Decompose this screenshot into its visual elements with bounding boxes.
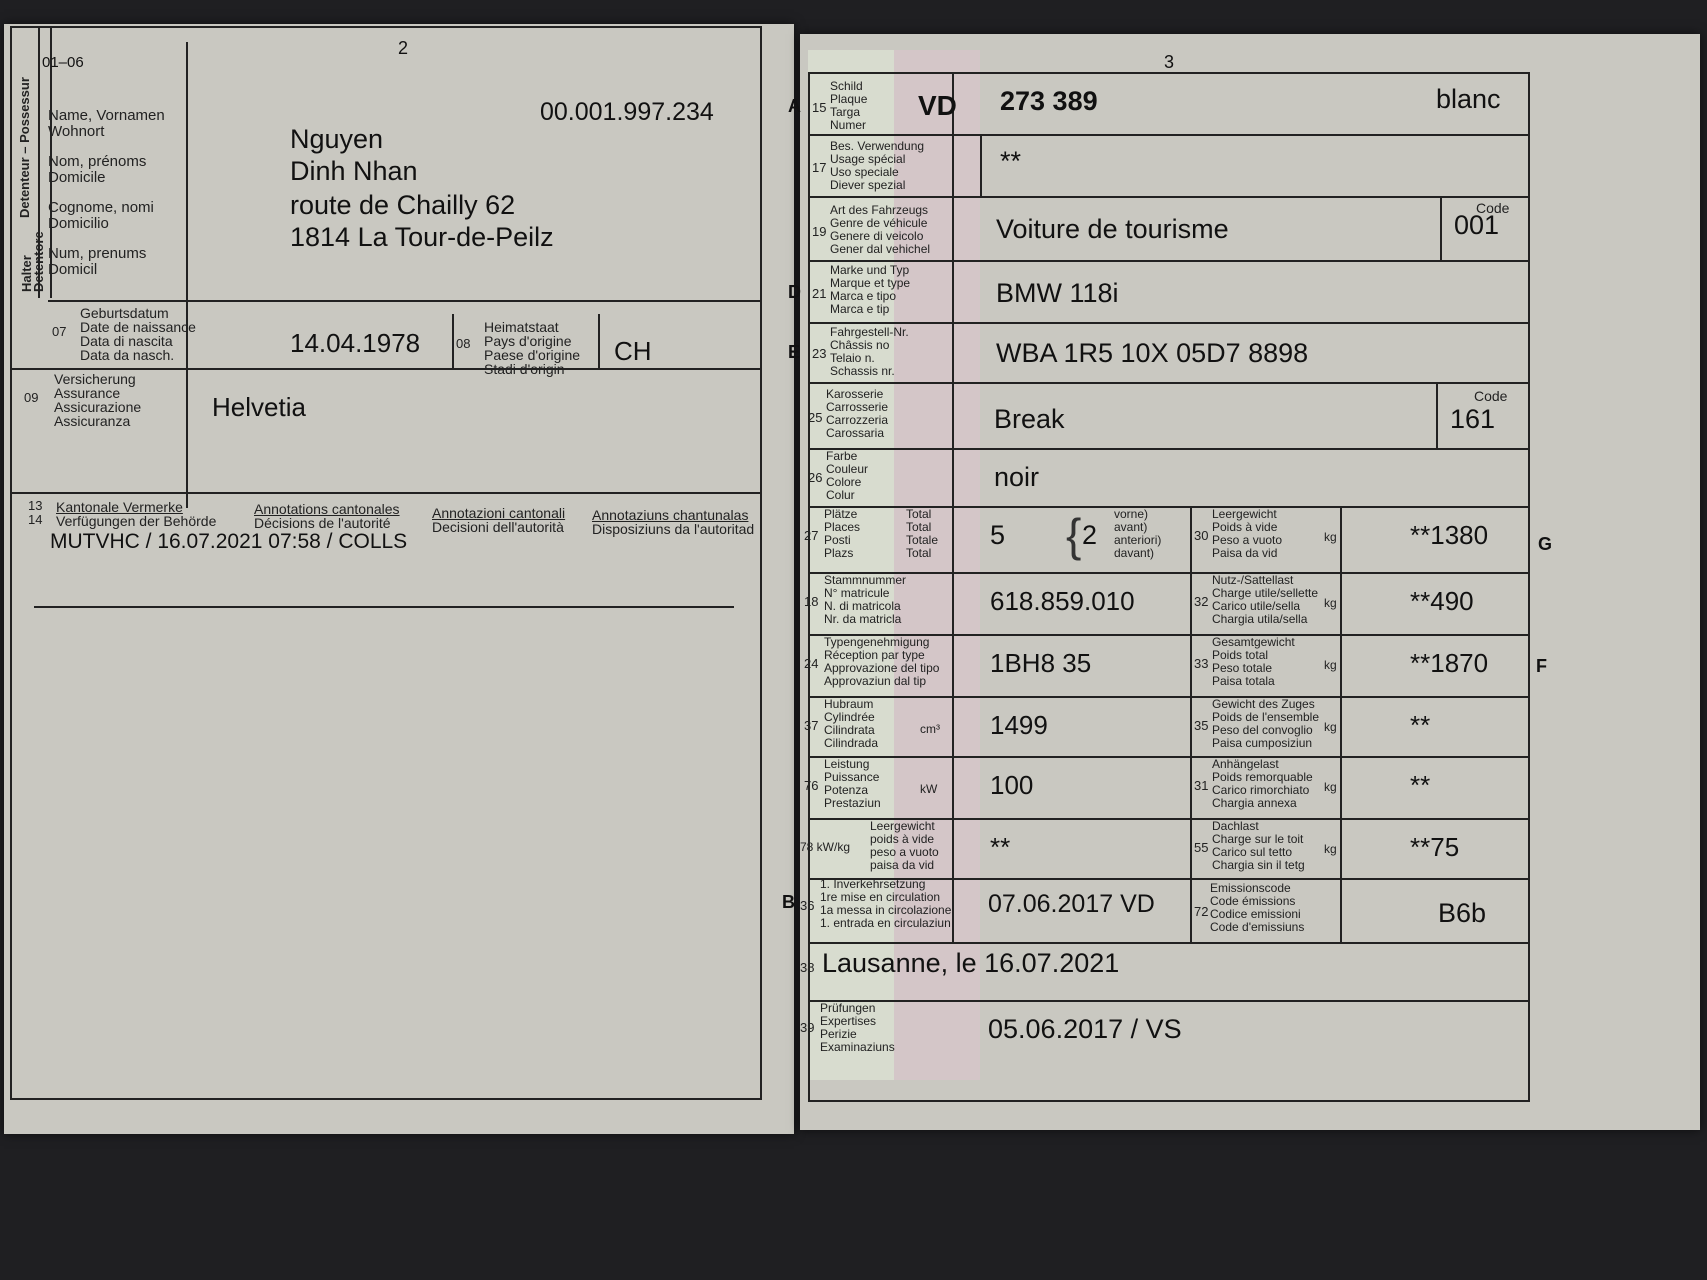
f33-num: 33: [1194, 656, 1209, 671]
side-b: B: [782, 892, 795, 912]
f23-label: Fahrgestell-Nr. Châssis no Telaio n. Schassis nr.: [830, 325, 909, 378]
field08-num: 08: [456, 336, 471, 351]
side-f: F: [1536, 656, 1547, 676]
make-model: BMW 118i: [996, 278, 1119, 308]
first-registration: 07.06.2017 VD: [988, 890, 1155, 918]
seats-front: 2: [1082, 520, 1098, 550]
row-divider-9: [808, 696, 1530, 698]
f31-label: Anhängelast Poids remorquable Carico rimorchiato Chargia annexa: [1212, 757, 1313, 810]
f15-num: 15: [812, 100, 827, 115]
field13-num: 13: [28, 498, 43, 513]
f76-num: 76: [804, 778, 819, 793]
f37-unit: cm³: [920, 722, 940, 736]
f55-num: 55: [1194, 840, 1209, 855]
f32-num: 32: [1194, 594, 1209, 609]
f25-num: 25: [808, 410, 823, 425]
f76-unit: kW: [920, 782, 938, 796]
holder-street: route de Chailly 62: [290, 190, 516, 220]
holder-city: 1814 La Tour-de-Peilz: [290, 222, 554, 252]
f30-value: **1380: [1410, 520, 1489, 550]
f24-value: 1BH8 35: [990, 648, 1092, 678]
origin-country: CH: [614, 336, 652, 366]
field07-num: 07: [52, 324, 67, 339]
f35-label: Gewicht des Zuges Poids de l'ensemble Peso del convoglio Paisa cumposiziun: [1212, 697, 1320, 750]
f72-label: Emissionscode Code émissions Codice emissioni Code d'emissiuns: [1210, 881, 1305, 934]
field09-label: Versicherung Assurance Assicurazione Assicuranza: [54, 371, 142, 429]
f78-num: 78 kW/kg: [800, 840, 851, 854]
plate-number: 273 389: [1000, 86, 1098, 116]
holder-number: 00.001.997.234: [540, 98, 714, 126]
row-divider-2: [808, 260, 1530, 262]
f39-num: 39: [800, 1020, 815, 1035]
f21-num: 21: [812, 286, 827, 301]
f21-label: Marke und Typ Marque et type Marca e tipo Marca e tip: [830, 263, 911, 316]
field07-label: Geburtsdatum Date de naissance Data di nascita Data da nasch.: [80, 305, 196, 363]
side-a: A: [788, 96, 801, 116]
plate-color: blanc: [1436, 84, 1501, 114]
f37-value: 1499: [990, 710, 1048, 740]
f26-label: Farbe Couleur Colore Colur: [826, 449, 869, 502]
page-number-left: 2: [398, 38, 409, 58]
annotation-label-rm: Annotaziuns chantunalas Disposiziuns da l'autoritad: [592, 507, 755, 537]
holder-label: Name, Vornamen Wohnort Nom, prénoms Domicile Cognome, nomi Domicilio Num, prenums Domicil: [48, 107, 165, 278]
bracket-icon: {: [1066, 509, 1082, 561]
f55-label: Dachlast Charge sur le toit Carico sul tetto Chargia sin il tetg: [1212, 819, 1305, 872]
f19-label: Art des Fahrzeugs Genre de véhicule Genere di veicolo Gener dal vehichel: [830, 203, 931, 256]
side-g: G: [1538, 534, 1553, 554]
field09-num: 09: [24, 390, 39, 405]
f30-unit: kg: [1324, 530, 1337, 544]
row-divider-7: [808, 572, 1530, 574]
inspection: 05.06.2017 / VS: [988, 1014, 1182, 1044]
f25-label: Karosserie Carrosserie Carrozzeria Carossaria: [826, 387, 889, 440]
annotation-label-de: Kantonale Vermerke Verfügungen der Behörde: [56, 499, 217, 529]
f37-num: 37: [804, 718, 819, 733]
f25-code-divider: [1436, 382, 1438, 448]
f27-front-label: vorne) avant) anteriori) davant): [1114, 507, 1162, 560]
field14-num: 14: [28, 512, 43, 527]
form-code: 01–06: [42, 54, 84, 71]
row-divider-4: [808, 382, 1530, 384]
f32-label: Nutz-/Sattellast Charge utile/sellette Carico utile/sella Chargia utila/sella: [1212, 573, 1319, 626]
f72-num: 72: [1194, 904, 1209, 919]
f17-value: **: [1000, 146, 1022, 176]
f33-unit: kg: [1324, 658, 1337, 672]
side-e: E: [788, 342, 801, 362]
f30-num: 30: [1194, 528, 1209, 543]
field08-label: Heimatstaat Pays d'origine Paese d'origine Stadi d'origin: [484, 319, 581, 377]
holder-side-label: Detenteur – Possessur: [17, 77, 32, 218]
f31-num: 31: [1194, 778, 1209, 793]
f55-value: **75: [1410, 832, 1460, 862]
insurance: Helvetia: [212, 392, 306, 422]
label-column-divider: [952, 72, 954, 942]
row-divider-10: [808, 756, 1530, 758]
f30-label: Leergewicht Poids à vide Peso a vuoto Paisa da vid: [1212, 507, 1283, 560]
row-divider-5: [808, 448, 1530, 450]
f19-num: 19: [812, 224, 827, 239]
f18-value: 618.859.010: [990, 586, 1135, 616]
f27-label: Plätze Places Posti Plazs: [824, 507, 861, 560]
f39-label: Prüfungen Expertises Perizie Examinaziuns: [820, 1001, 895, 1054]
f32-value: **490: [1410, 586, 1474, 616]
right-label-divider: [1340, 506, 1342, 942]
f17-divider: [980, 134, 982, 196]
f18-num: 18: [804, 594, 819, 609]
halter-side-label: Halter: [19, 255, 34, 292]
right-page: [782, 34, 1700, 1130]
f26-num: 26: [808, 470, 823, 485]
f76-value: 100: [990, 770, 1034, 800]
row-divider-1: [808, 196, 1530, 198]
f31-unit: kg: [1324, 780, 1337, 794]
seats-total: 5: [990, 520, 1006, 550]
f38-num: 38: [800, 960, 815, 975]
holder-name-2: Dinh Nhan: [290, 156, 418, 186]
annotation-label-fr: Annotations cantonales Décisions de l'autorité: [254, 501, 400, 531]
annotation-value: MUTVHC / 16.07.2021 07:58 / COLLS: [50, 530, 408, 553]
plate-canton: VD: [918, 90, 957, 121]
f37-label: Hubraum Cylindrée Cilindrata Cilindrada: [824, 697, 879, 750]
f76-label: Leistung Puissance Potenza Prestaziun: [824, 757, 881, 810]
chassis-number: WBA 1R5 10X 05D7 8898: [996, 338, 1309, 368]
f35-unit: kg: [1324, 720, 1337, 734]
f25-code-label: Code: [1474, 388, 1508, 404]
f24-num: 24: [804, 656, 819, 671]
row-divider-0: [808, 134, 1530, 136]
birth-date: 14.04.1978: [290, 328, 421, 358]
f32-unit: kg: [1324, 596, 1337, 610]
side-d: D: [788, 282, 801, 302]
row-divider-3: [808, 322, 1530, 324]
place-date: Lausanne, le 16.07.2021: [822, 948, 1120, 978]
f27-num: 27: [804, 528, 819, 543]
color: noir: [994, 462, 1040, 492]
f35-value: **: [1410, 710, 1431, 740]
f78-label: Leergewicht poids à vide peso a vuoto paisa da vid: [870, 819, 939, 872]
f36-label: 1. Inverkehrsetzung 1re mise en circulation 1a messa in circolazione 1. entrada en circulaziun: [820, 877, 952, 930]
f36-num: 36: [800, 898, 815, 913]
row-divider-13: [808, 942, 1530, 944]
holder-name-1: Nguyen: [290, 124, 384, 154]
f17-label: Bes. Verwendung Usage spécial Uso speciale Diever spezial: [830, 139, 925, 192]
f27-total-label: Total Total Totale Total: [906, 507, 939, 560]
left-page: [4, 24, 794, 1134]
detenteur-side-label: Detentore: [31, 231, 46, 292]
f24-label: Typengenehmigung Réception par type Approvazione del tipo Approvaziun dal tip: [824, 635, 940, 688]
vehicle-type: Voiture de tourisme: [996, 214, 1229, 244]
page-number-right: 3: [1164, 52, 1175, 72]
mid-divider: [1190, 506, 1192, 942]
f19-code-divider: [1440, 196, 1442, 260]
f55-unit: kg: [1324, 842, 1337, 856]
f25-code: 161: [1450, 404, 1496, 434]
f17-num: 17: [812, 160, 827, 175]
f33-label: Gesamtgewicht Poids total Peso totale Paisa totala: [1212, 635, 1295, 688]
f15-label: Schild Plaque Targa Numer: [830, 79, 868, 132]
f35-num: 35: [1194, 718, 1209, 733]
body-type: Break: [994, 404, 1065, 434]
row-divider-14: [808, 1000, 1530, 1002]
f23-num: 23: [812, 346, 827, 361]
annotation-label-it: Annotazioni cantonali Decisioni dell'autorità: [432, 505, 566, 535]
f78-value: **: [990, 832, 1011, 862]
f19-code-label: Code: [1476, 200, 1510, 216]
f18-label: Stammnummer N° matricule N. di matricola Nr. da matricla: [824, 573, 907, 626]
f19-code: 001: [1454, 210, 1500, 240]
f31-value: **: [1410, 770, 1431, 800]
emission-code: B6b: [1438, 898, 1487, 928]
f33-value: **1870: [1410, 648, 1489, 678]
